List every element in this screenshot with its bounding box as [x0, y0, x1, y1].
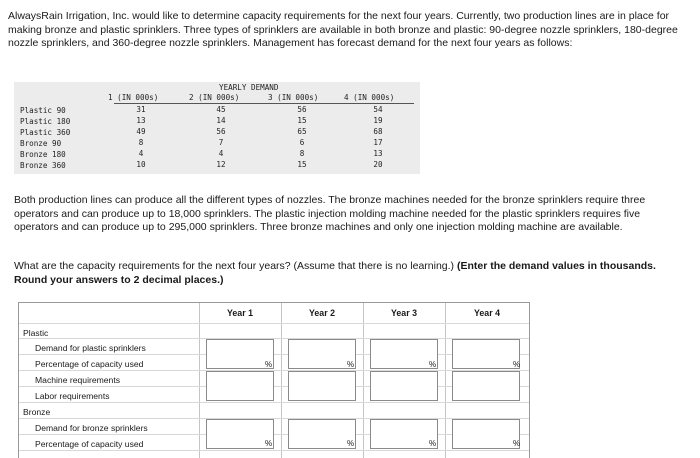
plastic-demand-input-year1[interactable] [206, 339, 274, 369]
demand-cell: 56 [216, 127, 226, 136]
percent-sign: % [513, 439, 521, 448]
plastic-demand-label: Demand for plastic sprinklers [35, 343, 146, 353]
plastic-requirements-input-year3[interactable] [370, 371, 438, 401]
demand-cell: 4 [218, 149, 224, 158]
percent-sign: % [347, 360, 355, 369]
demand-cell: 4 [138, 149, 144, 158]
demand-cell: 45 [216, 105, 226, 114]
demand-cell: 13 [136, 116, 146, 125]
year-header: Year 4 [474, 308, 500, 318]
demand-cell: 13 [373, 149, 383, 158]
question-text [14, 260, 686, 287]
grid-divider [19, 450, 529, 451]
capacity-answer-grid [18, 302, 530, 458]
problem-intro: AlwaysRain Irrigation, Inc. would like to determine capacity requirements for the next four years. Currently, two production lines are in place for making bronze and plastic sprinklers. Three types of sprinklers are available in both bronze and plastic: 90-degree nozzle sprinklers, 180-degree nozzle sprinklers, and 360-degree nozzle sprinklers. Management has forecast demand for the next four years as follows: [8, 10, 678, 50]
bronze-demand-input-year3[interactable] [370, 419, 438, 449]
demand-cell: 7 [218, 138, 224, 147]
demand-cell: 8 [299, 149, 305, 158]
production-constraints-text: Both production lines can produce all the different types of nozzles. The bronze machines needed for the bronze sprinklers require three operators and can produce up to 18,000 sprinklers. The plastic injection molding machine needed for the plastic sprinklers requires five operators and can produce up to 295,000 sprinklers. Three bronze machines and only one injection molding machine are available. [14, 194, 646, 234]
percent-sign: % [347, 439, 355, 448]
yearly-demand-table [14, 82, 420, 174]
plastic-labor-label: Labor requirements [35, 391, 110, 401]
demand-cell: 19 [373, 116, 383, 125]
question-instructions: (Enter the demand values in thousands. Round your answers to 2 decimal places.) [14, 260, 656, 286]
demand-header-rule [114, 103, 414, 104]
percent-sign: % [513, 360, 521, 369]
demand-cell: 10 [136, 160, 146, 169]
plastic-percent-label: Percentage of capacity used [35, 359, 144, 369]
demand-row-label: Plastic 90 [20, 106, 66, 115]
plastic-requirements-input-year4[interactable] [452, 371, 520, 401]
demand-table-title: YEARLY DEMAND [219, 83, 279, 92]
bronze-percent-label: Percentage of capacity used [35, 439, 144, 449]
bronze-demand-input-year2[interactable] [288, 419, 356, 449]
bronze-demand-input-year1[interactable] [206, 419, 274, 449]
plastic-requirements-input-year2[interactable] [288, 371, 356, 401]
demand-col-header: 3 (IN 000s) [268, 93, 319, 102]
percent-sign: % [265, 360, 273, 369]
demand-cell: 20 [373, 160, 383, 169]
demand-cell: 68 [373, 127, 383, 136]
demand-cell: 14 [216, 116, 226, 125]
demand-cell: 15 [297, 116, 307, 125]
plastic-demand-input-year4[interactable] [452, 339, 520, 369]
plastic-machine-label: Machine requirements [35, 375, 121, 385]
year-header: Year 3 [391, 308, 417, 318]
demand-cell: 49 [136, 127, 146, 136]
demand-row-label: Plastic 180 [20, 117, 71, 126]
demand-row-label: Bronze 90 [20, 139, 62, 148]
year-header: Year 2 [309, 308, 335, 318]
plastic-demand-input-year3[interactable] [370, 339, 438, 369]
demand-cell: 12 [216, 160, 226, 169]
demand-cell: 56 [297, 105, 307, 114]
plastic-requirements-input-year1[interactable] [206, 371, 274, 401]
grid-divider [19, 323, 529, 324]
demand-row-label: Bronze 360 [20, 161, 66, 170]
demand-cell: 8 [138, 138, 144, 147]
demand-row-label: Bronze 180 [20, 150, 66, 159]
bronze-demand-input-year4[interactable] [452, 419, 520, 449]
demand-cell: 65 [297, 127, 307, 136]
percent-sign: % [429, 439, 437, 448]
grid-divider [19, 402, 529, 403]
demand-cell: 17 [373, 138, 383, 147]
bronze-section-heading: Bronze [23, 407, 51, 417]
demand-cell: 15 [297, 160, 307, 169]
demand-col-header: 2 (IN 000s) [189, 93, 240, 102]
plastic-demand-input-year2[interactable] [288, 339, 356, 369]
year-header: Year 1 [227, 308, 253, 318]
percent-sign: % [429, 360, 437, 369]
question-prompt: What are the capacity requirements for the next four years? (Assume that there is no learning.) [14, 260, 457, 272]
percent-sign: % [265, 439, 273, 448]
demand-col-header: 4 (IN 000s) [344, 93, 395, 102]
demand-cell: 31 [136, 105, 146, 114]
demand-cell: 54 [373, 105, 383, 114]
demand-cell: 6 [299, 138, 305, 147]
plastic-section-heading: Plastic [23, 328, 49, 338]
demand-row-label: Plastic 360 [20, 128, 71, 137]
demand-col-header: 1 (IN 000s) [108, 93, 159, 102]
bronze-demand-label: Demand for bronze sprinklers [35, 423, 148, 433]
